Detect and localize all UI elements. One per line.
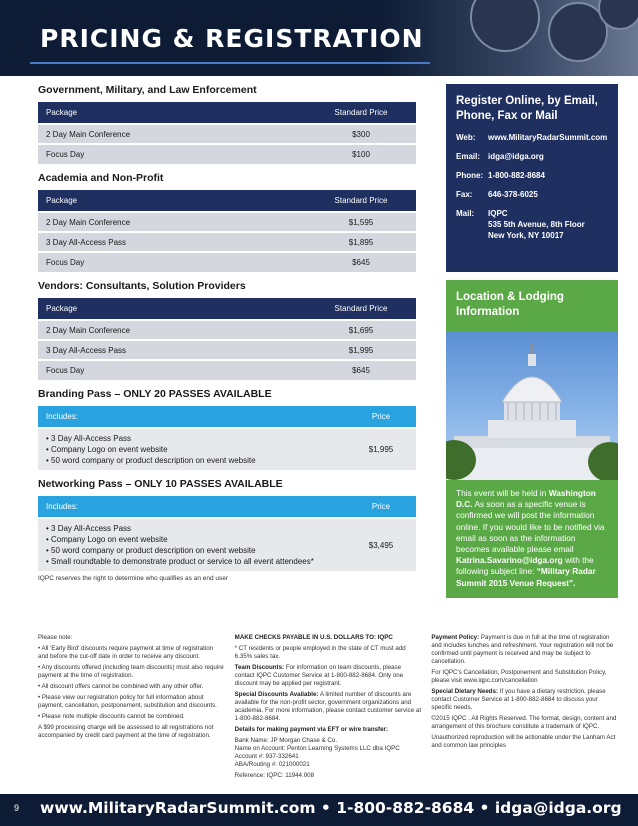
package-name: 3 Day All-Access Pass: [38, 232, 306, 252]
list-item: • 50 word company or product description on event website: [46, 546, 256, 555]
dietary-needs-label: Special Dietary Needs:: [431, 688, 499, 695]
table-row: [38, 340, 416, 360]
bank-detail: ABA/Routing #: 021000021: [234, 761, 310, 768]
payment-policy-label: Payment Policy:: [431, 634, 480, 641]
contact-email-link[interactable]: Katrina.Savarino@idga.org: [456, 555, 563, 566]
package-price: $1,995: [306, 340, 416, 360]
table-row: [38, 252, 416, 272]
list-item: • Any discounts offered (including team discounts) must also require payment at the time of registration.: [38, 664, 224, 679]
column-header-includes: Includes:: [38, 496, 346, 518]
list-item: • Company Logo on event website: [46, 445, 168, 454]
reproduction-notice: Unauthorized reproduction will be actionable under the Lanham Act and common law principles: [431, 734, 616, 749]
column-header-price: Price: [346, 406, 416, 428]
lodging-text: As soon as a specific venue is confirmed we will post the information online. If you would like to be notified via email as soon as the information becomes available please email: [456, 499, 605, 555]
dietary-needs-text: If you have a dietary restriction, please contact Customer Service at 1-800-882-8684 to discuss your specific needs.: [431, 688, 606, 711]
list-item: • All 'Early Bird' discounts require payment at time of registration and before the cut-off date in order to receive any discount.: [38, 645, 214, 660]
table-row: [38, 518, 416, 571]
table-row: [38, 428, 416, 470]
team-discounts-label: Team Discounts:: [234, 664, 285, 671]
list-item: • 3 Day All-Access Pass: [46, 524, 132, 533]
column-header-includes: Includes:: [38, 406, 346, 428]
processing-charge-note: A $99 processing charge will be assessed to all registrations not accompanied by credit card payment at the time of registration.: [38, 724, 214, 739]
pricing-table-academia: [38, 190, 416, 272]
contact-web: [456, 132, 608, 143]
team-discounts-text: For information on team discounts, please contact IQPC Customer Service at 1-800-882-8684. Only one discount may be applied per registrant.: [234, 664, 404, 687]
fine-print-column-policies: [431, 634, 618, 783]
capitol-dome-illustration: [446, 332, 618, 480]
package-price: $1,895: [306, 232, 416, 252]
title-underline: [30, 62, 430, 64]
pricing-table-vendors: [38, 298, 416, 380]
package-name: Focus Day: [38, 252, 306, 272]
list-item: • 3 Day All-Access Pass: [46, 434, 132, 443]
bank-detail: Reference: IQPC: 11944.008: [234, 772, 315, 779]
list-item: • All discount offers cannot be combined with any other offer.: [38, 683, 204, 690]
note-heading: Please note:: [38, 634, 73, 641]
package-name: Focus Day: [38, 144, 306, 164]
cancellation-policy-text: For IQPC's Cancellation, Postponement and Substitution Policy, please visit www.iqpc.com/cancellation: [431, 669, 607, 684]
contact-phone: [456, 170, 608, 181]
contact-email: [456, 151, 608, 162]
package-price: $645: [306, 360, 416, 380]
email-subject-line: “Military Radar Summit 2015 Venue Request”.: [456, 566, 596, 588]
list-item: • Please note multiple discounts cannot be combined.: [38, 713, 185, 720]
package-price: $1,595: [306, 212, 416, 232]
table-header-row: [38, 496, 416, 518]
bank-detail: Account #: 937-332641: [234, 753, 299, 760]
column-header-price: Standard Price: [306, 298, 416, 320]
lodging-description: [456, 488, 608, 589]
pass-includes: [38, 518, 346, 571]
table-row: [38, 212, 416, 232]
section-title-branding: Branding Pass – ONLY 20 PASSES AVAILABLE: [38, 388, 272, 400]
pass-price: $1,995: [346, 428, 416, 470]
address-line: New York, NY 10017: [488, 231, 564, 240]
table-row: [38, 360, 416, 380]
end-user-note: IQPC reserves the right to determine who qualifies as an end user: [38, 575, 229, 582]
list-item: • Company Logo on event website: [46, 535, 168, 544]
footer-contact-line: www.MilitaryRadarSummit.com • 1-800-882-8684 • idga@idga.org: [40, 799, 622, 817]
pricing-table-networking: [38, 496, 416, 571]
contact-label: Phone:: [456, 171, 484, 180]
table-row: [38, 320, 416, 340]
table-header-row: [38, 298, 416, 320]
fine-print-column-notes: [38, 634, 225, 783]
lodging-box: [446, 280, 618, 598]
contact-mail: [456, 208, 608, 241]
package-price: $300: [306, 124, 416, 144]
table-row: [38, 144, 416, 164]
table-header-row: [38, 102, 416, 124]
column-header-package: Package: [38, 190, 306, 212]
section-title-government: Government, Military, and Law Enforcement: [38, 84, 257, 96]
contact-fax: [456, 189, 608, 200]
eft-details-label: Details for making payment via EFT or wire transfer:: [234, 726, 389, 733]
pricing-column: [38, 84, 416, 582]
payment-policy-text: Payment is due in full at the time of registration and includes lunches and refreshment. Your registration will not be confirmed until payment is received and may be subject to cancellation.: [431, 634, 614, 665]
fine-print-column-payment: [235, 634, 422, 783]
pricing-table-government: [38, 102, 416, 164]
capitol-building-photo: [446, 332, 618, 480]
package-name: 2 Day Main Conference: [38, 124, 306, 144]
contact-label: Email:: [456, 152, 481, 161]
section-title-academia: Academia and Non-Profit: [38, 172, 164, 184]
address-line: 535 5th Avenue, 8th Floor: [488, 220, 585, 229]
pass-includes: [38, 428, 346, 470]
column-header-package: Package: [38, 102, 306, 124]
package-price: $1,695: [306, 320, 416, 340]
ct-tax-note: * CT residents or people employed in the state of CT must add 6.35% sales tax.: [234, 645, 406, 660]
event-city: Washington D.C.: [456, 488, 596, 510]
special-discounts-label: Special Discounts Available:: [234, 691, 319, 698]
list-item: • 50 word company or product description on event website: [46, 456, 256, 465]
package-name: 3 Day All-Access Pass: [38, 340, 306, 360]
table-header-row: [38, 406, 416, 428]
email-link[interactable]: idga@idga.org: [488, 152, 544, 161]
contact-label: Fax:: [456, 190, 473, 199]
list-item: • Small roundtable to demonstrate product or service to all event attendees*: [46, 557, 314, 566]
lodging-text: This event will be held in: [456, 488, 547, 498]
registration-box: [446, 84, 618, 272]
package-name: Focus Day: [38, 360, 306, 380]
section-title-networking: Networking Pass – ONLY 10 PASSES AVAILABLE: [38, 478, 283, 490]
sidebar-column: [446, 84, 618, 598]
list-item: • Please view our registration policy for full information about payment, cancellation, postponement, substitution and discounts.: [38, 694, 217, 709]
checks-payable-heading: MAKE CHECKS PAYABLE IN U.S. DOLLARS TO: IQPC: [234, 634, 393, 641]
special-discounts-text: A limited number of discounts are available for the non-profit sector, government organizations and academia. For more information, please contact customer service at 1-800-882-8684.: [234, 691, 422, 722]
table-row: [38, 232, 416, 252]
copyright-text: ©2015 IQPC . All Rights Reserved. The format, design, content and arrangement of this brochure constitute a trademark of IQPC.: [431, 715, 617, 730]
footer-band: [0, 794, 638, 826]
bank-detail: Name on Account: Penton Learning Systems LLC dba IQPC: [234, 745, 400, 752]
package-price: $100: [306, 144, 416, 164]
mail-address: [488, 208, 585, 241]
fax-number: 646-378-6025: [488, 190, 538, 199]
table-row: [38, 124, 416, 144]
section-title-vendors: Vendors: Consultants, Solution Providers: [38, 280, 246, 292]
lodging-text: with the following subject line:: [456, 555, 594, 577]
column-header-price: Standard Price: [306, 190, 416, 212]
column-header-price: Price: [346, 496, 416, 518]
package-name: 2 Day Main Conference: [38, 212, 306, 232]
website-link[interactable]: www.MilitaryRadarSummit.com: [488, 133, 608, 142]
registration-title: Register Online, by Email, Phone, Fax or Mail: [456, 95, 598, 122]
contact-label: Mail:: [456, 209, 475, 218]
phone-number: 1-800-882-8684: [488, 171, 545, 180]
lodging-title: Location & Lodging Information: [456, 291, 564, 318]
package-name: 2 Day Main Conference: [38, 320, 306, 340]
header-band: [0, 0, 638, 76]
column-header-package: Package: [38, 298, 306, 320]
package-price: $645: [306, 252, 416, 272]
contact-label: Web:: [456, 133, 476, 142]
page-number: 9: [14, 803, 20, 813]
pricing-table-branding: [38, 406, 416, 470]
column-header-price: Standard Price: [306, 102, 416, 124]
pass-price: $3,495: [346, 518, 416, 571]
fine-print: [38, 634, 618, 783]
page-title: PRICING & REGISTRATION: [40, 24, 424, 53]
table-header-row: [38, 190, 416, 212]
address-line: IQPC: [488, 209, 508, 218]
bank-detail: Bank Name: JP Morgan Chase & Co.: [234, 737, 338, 744]
